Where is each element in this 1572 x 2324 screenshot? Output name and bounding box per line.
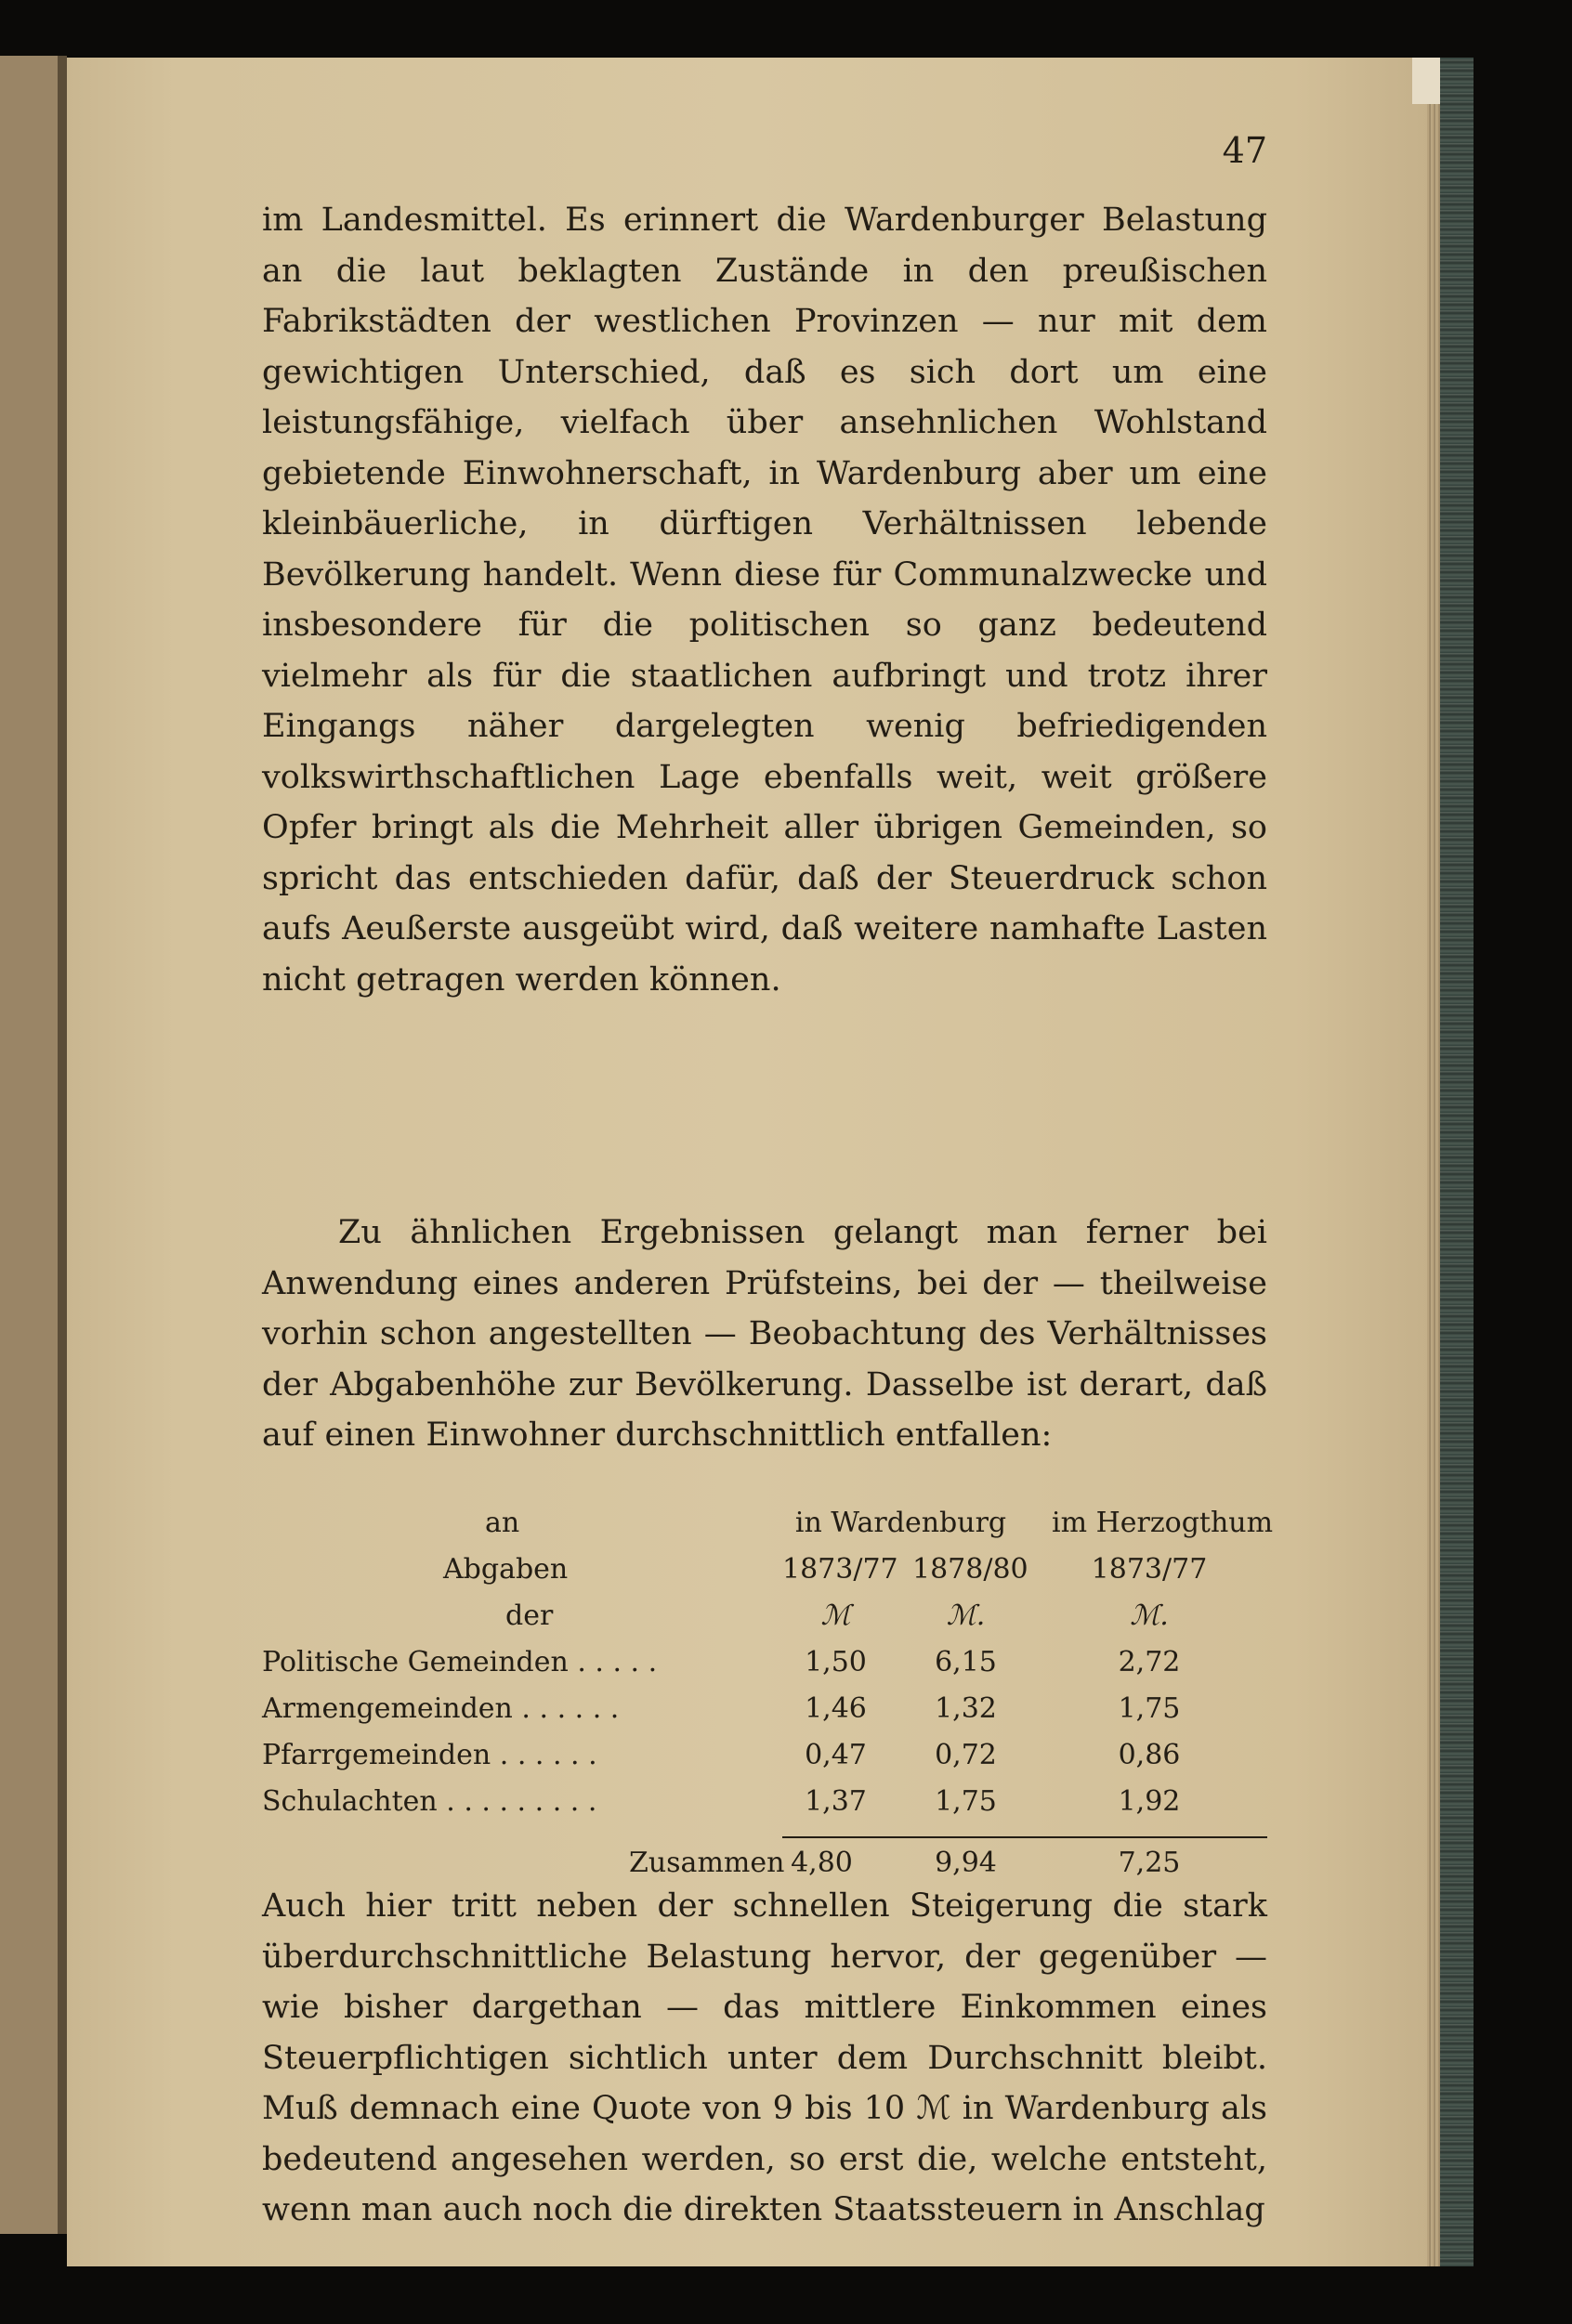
row-value: 0,47	[805, 1739, 867, 1771]
header-left-2: Abgaben	[443, 1553, 569, 1586]
row-label: Politische Gemeinden . . . . .	[262, 1646, 658, 1678]
sum-rule	[782, 1836, 1267, 1838]
total-value: 9,94	[935, 1847, 997, 1879]
year-1: 1873/77	[782, 1553, 898, 1586]
scan-background	[0, 2234, 67, 2324]
year-2: 1878/80	[912, 1553, 1028, 1586]
book-spine	[1440, 58, 1474, 2266]
row-value: 1,75	[1118, 1692, 1181, 1725]
book-gutter-shadow	[58, 56, 67, 2324]
levy-table	[262, 1500, 1274, 1879]
row-value: 1,92	[1118, 1785, 1181, 1818]
header-left-1: an	[485, 1507, 520, 1539]
table-header-row-1	[262, 1500, 1274, 1547]
table-total-row	[262, 1840, 1267, 1887]
year-3: 1873/77	[1091, 1553, 1208, 1586]
row-label: Pfarrgemeinden . . . . . .	[262, 1739, 597, 1771]
total-label: Zusammen	[629, 1847, 785, 1879]
total-value: 7,25	[1118, 1847, 1181, 1879]
unit-2: ℳ.	[946, 1599, 986, 1632]
row-value: 1,32	[935, 1692, 997, 1725]
header-group-herzogthum: im Herzogthum	[1052, 1507, 1274, 1539]
page-number: 47	[1222, 130, 1267, 171]
table-header-row-2	[262, 1547, 1267, 1593]
table-row	[262, 1639, 1267, 1686]
paragraph-3: Auch hier tritt neben der schnellen Steigerung die stark überdurchschnittliche Belastung hervor, der gegenüber — wie bisher dargethan — das mittlere Einkommen eines Steuerpflichtigen sichtlich unter dem Durchschnitt bleibt. Muß demnach eine Quote von 9 bis 10 ℳ in Wardenburg als bedeutend angesehen werden, so erst die, welche entsteht, wenn man auch noch die direkten Staatssteuern in Anschlag	[262, 1887, 1267, 2228]
table-row	[262, 1686, 1267, 1732]
table-row	[262, 1779, 1267, 1825]
row-value: 1,75	[935, 1785, 997, 1818]
row-value: 6,15	[935, 1646, 997, 1678]
total-value: 4,80	[791, 1847, 853, 1879]
table-header-row-3	[262, 1593, 1267, 1639]
header-left-3: der	[505, 1599, 554, 1632]
row-value: 1,50	[805, 1646, 867, 1678]
header-group-wardenburg: in Wardenburg	[794, 1507, 1007, 1539]
facing-page-edge	[0, 56, 58, 2324]
row-value: 1,37	[805, 1785, 867, 1818]
row-label: Schulachten . . . . . . . . .	[262, 1785, 597, 1818]
row-value: 0,72	[935, 1739, 997, 1771]
unit-1: ℳ	[820, 1599, 851, 1632]
row-value: 0,86	[1118, 1739, 1181, 1771]
table-row	[262, 1732, 1267, 1779]
row-label: Armengemeinden . . . . . .	[262, 1692, 620, 1725]
paragraph-2: Zu ähnlichen Ergebnissen gelangt man ferner bei Anwendung eines anderen Prüfsteins, bei der — theilweise vorhin schon angestellten — Beobachtung des Verhältnisses der Abgabenhöhe zur Bevölkerung. Dasselbe ist derart, daß auf einen Einwohner durchschnittlich entfallen:	[262, 1214, 1267, 1454]
row-value: 2,72	[1118, 1646, 1181, 1678]
paragraph-1: im Landesmittel. Es erinnert die Wardenburger Belastung an die laut beklagten Zustände in den preußischen Fabrikstädten der westlichen Provinzen — nur mit dem gewichtigen Unterschied, daß es sich dort um eine leistungsfähige, vielfach über ansehnlichen Wohlstand gebietende Einwohnerschaft, in Wardenburg aber um eine kleinbäuerliche, in dürftigen Verhältnissen lebende Bevölkerung handelt. Wenn diese für Communalzwecke und insbesondere für die politischen so ganz bedeutend vielmehr als für die staatlichen aufbringt und trotz ihrer Eingangs näher dargelegten wenig befriedigenden volkswirthschaftlichen Lage ebenfalls weit, weit größere Opfer bringt als die Mehrheit aller übrigen Gemeinden, so spricht das entschieden dafür, daß der Steuerdruck schon aufs Aeußerste ausgeübt wird, daß weitere namhafte Lasten nicht getragen werden können.	[262, 202, 1267, 999]
row-value: 1,46	[805, 1692, 867, 1725]
page-corner	[1412, 58, 1440, 104]
unit-3: ℳ.	[1130, 1599, 1169, 1632]
